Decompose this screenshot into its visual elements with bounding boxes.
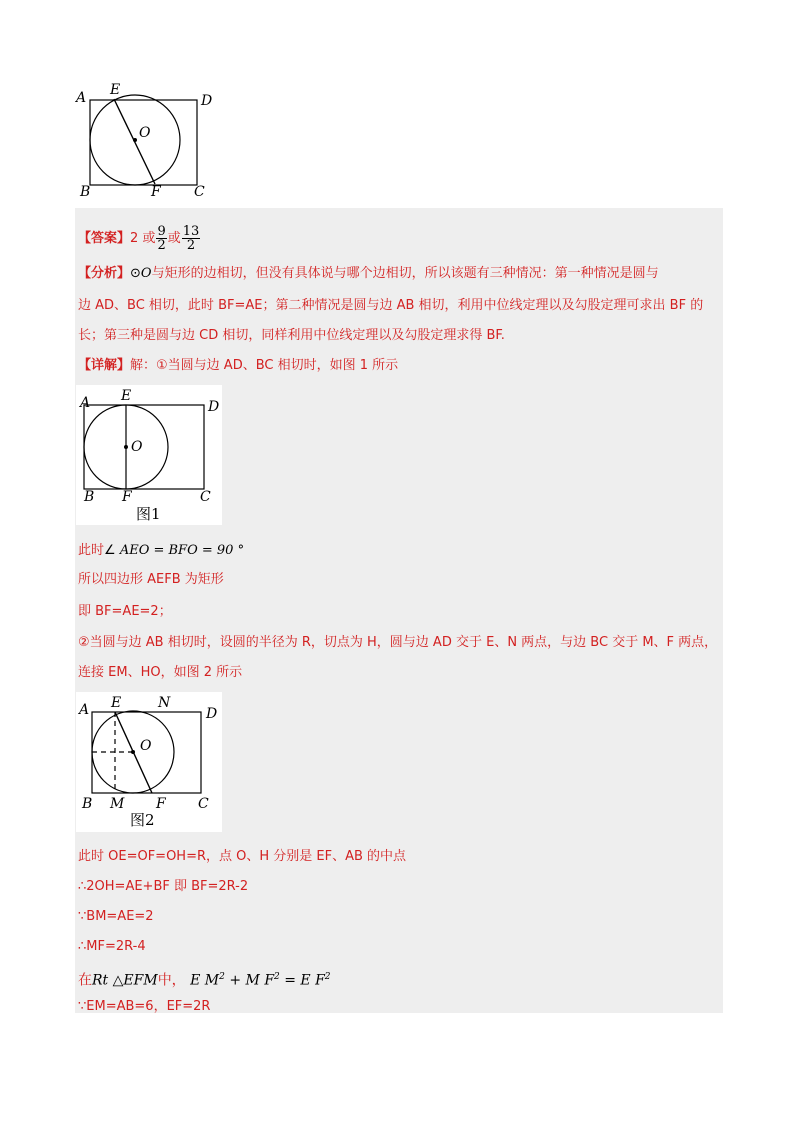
detail-text: 解：①当圆与边 AD、BC 相切时，如图 1 所示 [130,358,399,373]
fig2-label-o: O [140,738,152,754]
step5-mf: M F [245,972,275,989]
step-1: 此时 OE=OF=OH=R，点 O、H 分别是 EF、AB 的中点 [78,849,407,864]
fig2-label-e: E [111,695,122,711]
label-b: B [80,184,91,200]
analysis-line-2: 边 AD、BC 相切，此时 BF=AE；第二种情况是圆与边 AB 相切，利用中位线定理以及勾股定理可求出 BF 的 [78,298,704,313]
case1-line-3: 即 BF=AE=2； [78,604,172,619]
fig2-label-f: F [156,796,166,812]
fig1-label-c: C [200,489,211,505]
answer-value-1: 2 [130,231,139,246]
step5-exp-3: 2 [324,972,331,982]
case1-angle-prefix: 此时 [78,543,105,558]
fig2-label-c: C [198,796,209,812]
step5-zai: 在 [78,972,92,989]
fig1-caption: 图1 [136,505,161,523]
frac1-num: 9 [157,224,166,239]
frac1-den: 2 [157,238,166,253]
answer-fraction-1 [156,225,166,252]
triangle-symbol: △ [112,972,124,989]
step5-eq: = [279,972,301,989]
analysis-text-1: 与矩形的边相切，但没有具体说与哪个边相切，所以该题有三种情况：第一种情况是圆与 [151,266,659,281]
case1-angle-line [78,542,244,560]
step5-em: E M [190,972,220,989]
figure-2-svg [76,692,222,832]
fig1-label-e: E [121,388,132,404]
case1-line-2: 所以四边形 AEFB 为矩形 [78,572,224,587]
answer-or-1: 或 [142,231,156,246]
fig2-label-m: M [110,796,125,812]
fig2-caption: 图2 [130,811,155,829]
fig1-label-b: B [84,489,95,505]
figure-1-svg [76,385,222,525]
label-a: A [76,90,87,106]
figure-2 [76,692,222,832]
analysis-line-3: 长；第三种是圆与边 CD 相切，同样利用中位线定理以及勾股定理求得 BF. [78,328,505,343]
circle-symbol: ⊙ [130,266,141,281]
figure-1 [76,385,222,525]
frac2-num: 13 [182,224,200,239]
fig2-label-b: B [82,796,93,812]
case2-line-1: ②当圆与边 AB 相切时，设圆的半径为 R，切点为 H，圆与边 AD 交于 E、N 两点，与边 BC 交于 M、F 两点， [78,635,718,650]
detail-line [78,357,398,375]
analysis-tag: 【分析】 [78,266,131,281]
step-6: ∵EM=AB=6，EF=2R [78,999,211,1014]
frac2-den: 2 [186,238,196,253]
step-3: ∵BM=AE=2 [78,909,154,924]
case2-line-2: 连接 EM、HO，如图 2 所示 [78,665,243,680]
angle-symbol: ∠ [104,543,116,558]
fig1-label-d: D [208,399,220,415]
step5-zhong: 中， [157,972,186,989]
step5-exp-1: 2 [219,972,225,982]
step5-plus: + [224,972,246,989]
fig2-label-a: A [79,702,90,718]
fig1-label-a: A [80,395,91,411]
answer-line [78,225,201,252]
label-d: D [201,93,213,109]
label-f: F [151,184,161,200]
analysis-line-1 [78,265,659,283]
step5-ef: E F [300,972,325,989]
label-c: C [194,184,205,200]
circle-o: O [140,266,152,281]
answer-tag: 【答案】 [78,231,131,246]
fig1-label-f: F [122,489,132,505]
step-2: ∴2OH=AE+BF 即 BF=2R-2 [78,879,249,894]
label-e: E [110,82,121,98]
label-o: O [139,125,151,141]
answer-or-2: 或 [167,231,181,246]
step5-efm: EFM [123,972,158,989]
step-4: ∴MF=2R-4 [78,939,146,954]
fig2-label-d: D [206,706,218,722]
step5-rt: Rt [92,972,109,989]
detail-tag: 【详解】 [78,358,131,373]
fig2-label-n: N [158,695,171,711]
case1-angle-expr: AEO = BFO = 90 ° [119,543,245,558]
step-5 [78,968,331,990]
figure-top-svg [70,80,230,205]
fig1-label-o: O [131,439,143,455]
step5-exp-2: 2 [274,972,280,982]
figure-top [70,80,230,205]
answer-fraction-2 [182,225,201,252]
